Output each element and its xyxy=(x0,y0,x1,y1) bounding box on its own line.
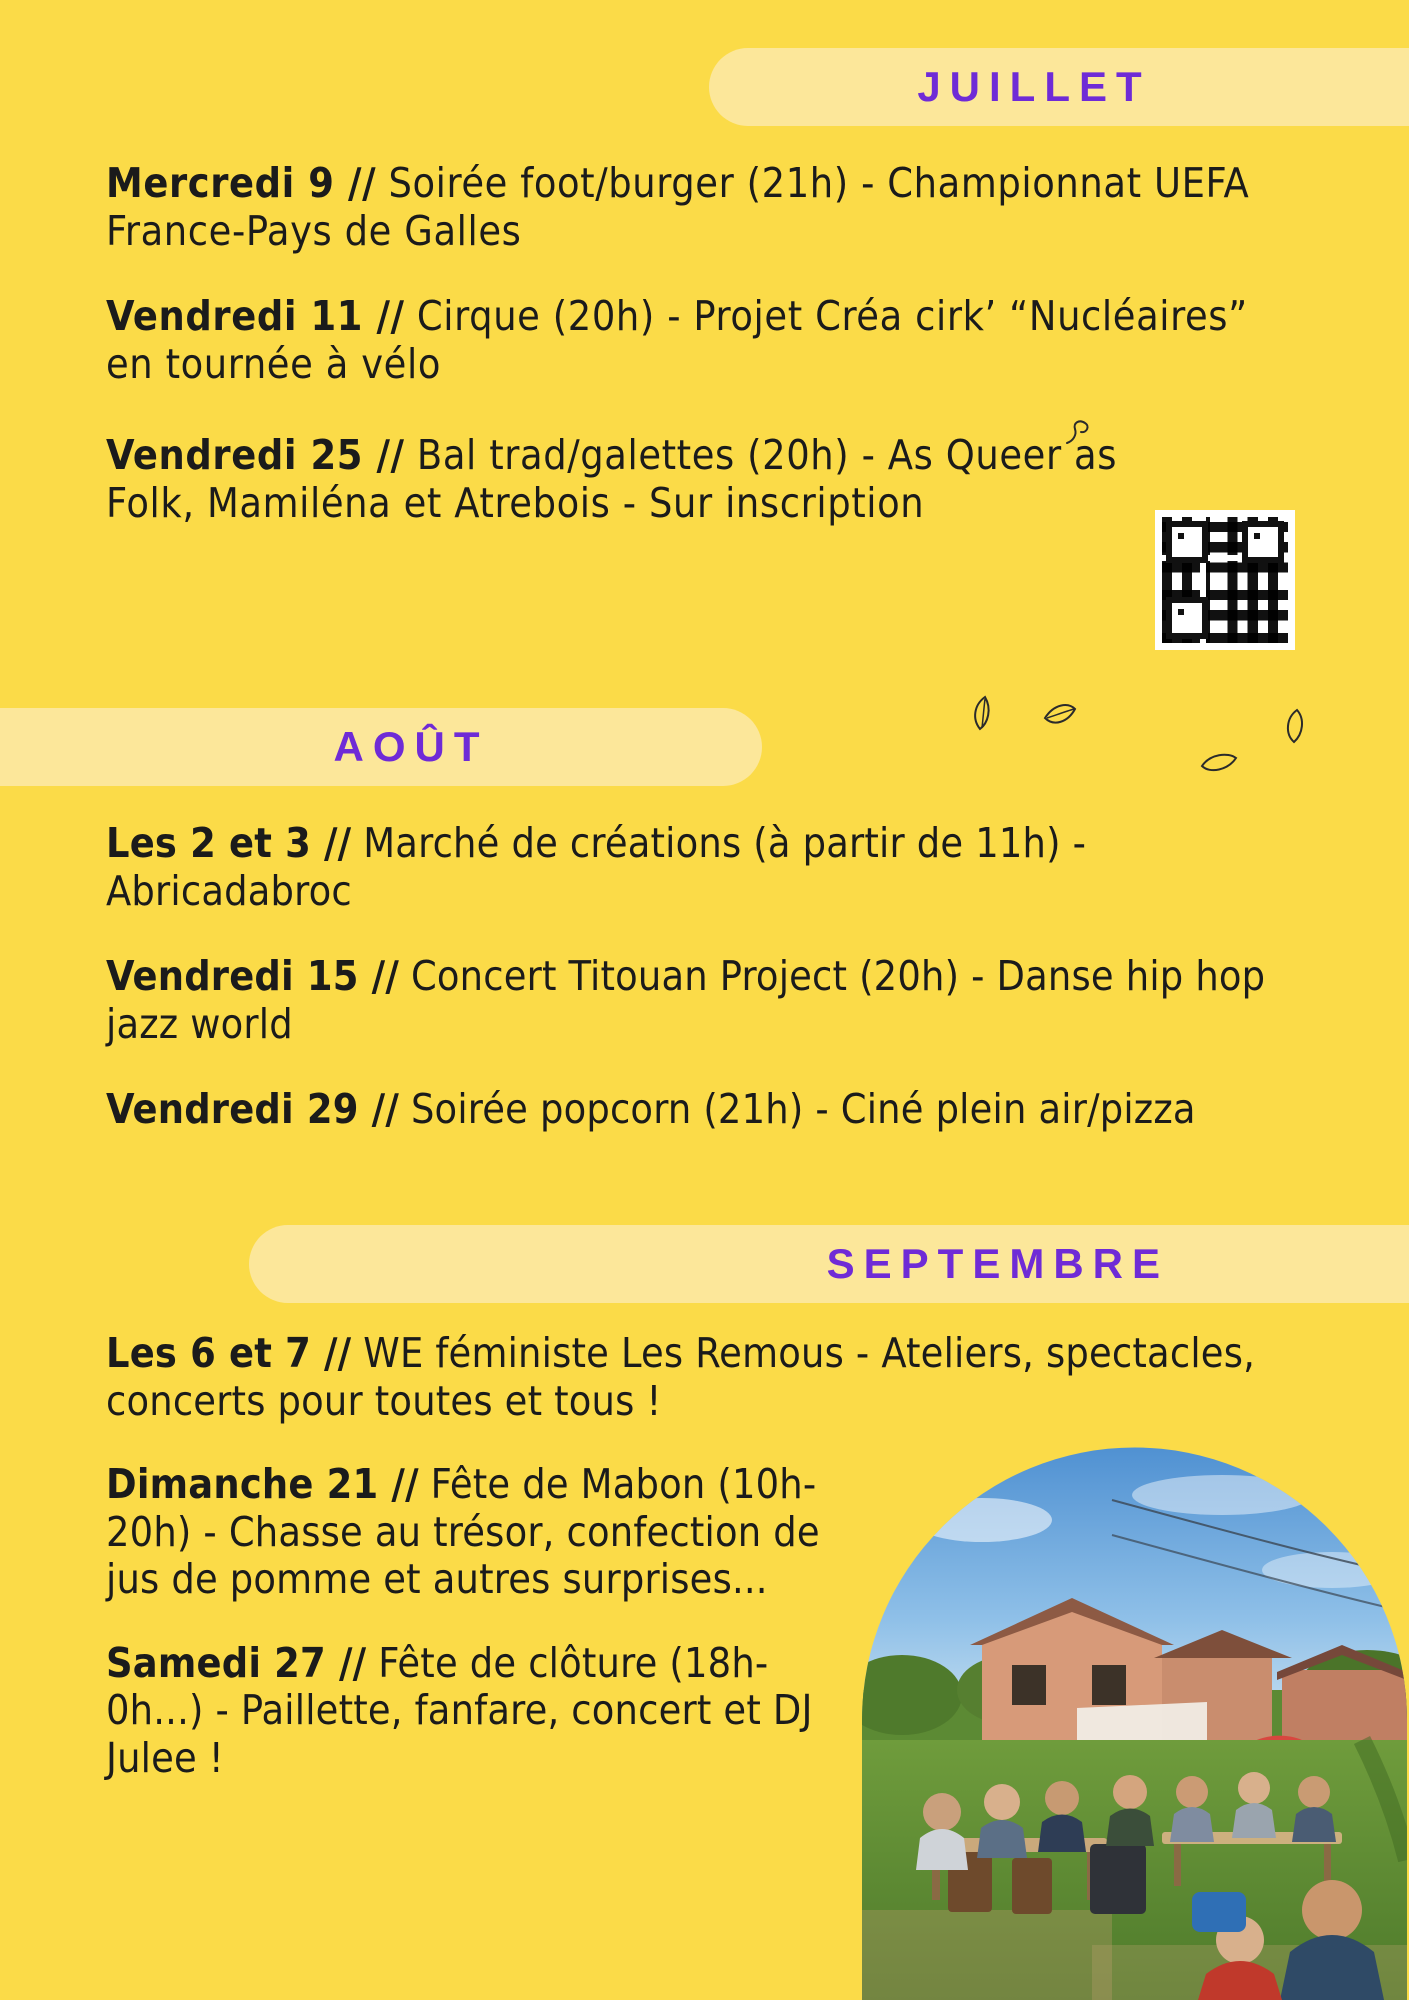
event-description: WE féministe Les Remous - Ateliers, spectacles, concerts pour toutes et tous ! xyxy=(106,1329,1256,1425)
event-item xyxy=(106,1640,836,1783)
leaf-doodle xyxy=(1281,708,1313,744)
event-description: Concert Titouan Project (20h) - Danse hip hop jazz world xyxy=(106,952,1266,1048)
qr-code-modules xyxy=(1162,517,1288,643)
event-item xyxy=(106,1330,1306,1425)
leaf-doodle xyxy=(968,695,1002,733)
leaf-doodle xyxy=(1042,700,1078,734)
event-item xyxy=(106,820,1306,915)
qr-finder-icon xyxy=(1166,521,1208,563)
qr-code[interactable] xyxy=(1155,510,1295,650)
event-date: Les 2 et 3 // xyxy=(106,819,352,867)
event-description: Fête de clôture (18h-0h...) - Paillette, fanfare, concert et DJ Julee ! xyxy=(106,1638,813,1782)
event-item xyxy=(106,160,1296,255)
event-date: Vendredi 11 // xyxy=(106,292,405,341)
month-band-septembre xyxy=(249,1225,1409,1303)
leaf-doodle xyxy=(1200,750,1238,776)
event-date: Les 6 et 7 // xyxy=(106,1329,352,1377)
event-description: Soirée foot/burger (21h) - Championnat UEFA France-Pays de Galles xyxy=(106,159,1250,255)
month-title-aout: AOÛT xyxy=(333,723,489,770)
event-description: Soirée popcorn (21h) - Ciné plein air/pizza xyxy=(410,1085,1196,1134)
event-date: Vendredi 15 // xyxy=(106,952,400,1001)
photo-illustration xyxy=(862,1440,1407,2000)
events-list-juillet xyxy=(106,160,1296,557)
event-description: Marché de créations (à partir de 11h) - Abricadabroc xyxy=(106,819,1087,915)
qr-finder-icon xyxy=(1166,597,1208,639)
event-description: Fête de Mabon (10h-20h) - Chasse au trésor, confection de jus de pomme et autres surprises... xyxy=(106,1460,820,1604)
events-list-aout xyxy=(106,820,1306,1172)
event-item xyxy=(106,1461,836,1604)
month-band-aout xyxy=(0,708,762,786)
month-title-septembre: SEPTEMBRE xyxy=(826,1240,1169,1287)
outdoor-gathering-photo xyxy=(862,1440,1407,2000)
event-item xyxy=(106,293,1296,388)
event-item xyxy=(106,953,1306,1048)
event-date: Samedi 27 // xyxy=(106,1638,367,1687)
event-description: Cirque (20h) - Projet Créa cirk’ “Nucléaires” en tournée à vélo xyxy=(106,292,1248,388)
event-description: Bal trad/galettes (20h) - As Queer as Folk, Mamiléna et Atrebois - Sur inscription xyxy=(106,431,1118,527)
month-band-juillet xyxy=(709,48,1409,126)
event-date: Mercredi 9 // xyxy=(106,159,377,207)
event-item xyxy=(106,1086,1306,1134)
event-date: Dimanche 21 // xyxy=(106,1460,419,1509)
event-date: Vendredi 29 // xyxy=(106,1085,400,1134)
month-title-juillet: JUILLET xyxy=(917,63,1151,110)
qr-finder-icon xyxy=(1242,521,1284,563)
event-date: Vendredi 25 // xyxy=(106,431,405,480)
event-item xyxy=(106,432,1166,527)
